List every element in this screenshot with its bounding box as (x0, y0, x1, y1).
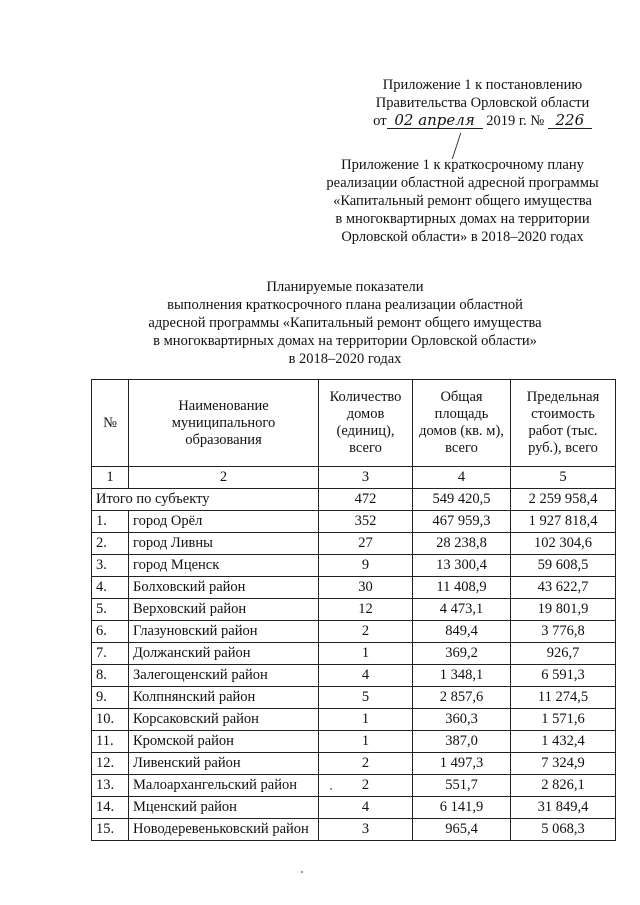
appendix-1-header (340, 76, 625, 130)
table-row (92, 797, 616, 819)
row-municipality: Глазуновский район (129, 621, 319, 643)
table-row (92, 577, 616, 599)
total-houses: 472 (319, 489, 413, 511)
column-number: 5 (511, 467, 616, 489)
appendix-2-header (300, 156, 625, 246)
row-cost: 7 324,9 (511, 753, 616, 775)
row-number: 13. (92, 775, 129, 797)
column-number: 1 (92, 467, 129, 489)
table-row (92, 709, 616, 731)
row-number: 5. (92, 599, 129, 621)
indicators-table (91, 379, 616, 841)
row-houses: 3 (319, 819, 413, 841)
header-municipality: Наименование муниципального образования (129, 380, 319, 467)
row-houses: 30 (319, 577, 413, 599)
row-number: 10. (92, 709, 129, 731)
row-municipality: Корсаковский район (129, 709, 319, 731)
row-cost: 1 432,4 (511, 731, 616, 753)
table-row (92, 753, 616, 775)
column-number: 4 (413, 467, 511, 489)
row-municipality: город Мценск (129, 555, 319, 577)
row-cost: 926,7 (511, 643, 616, 665)
title-line: в 2018–2020 годах (288, 351, 402, 367)
row-area: 369,2 (413, 643, 511, 665)
row-municipality: Болховский район (129, 577, 319, 599)
row-municipality: Залегощенский район (129, 665, 319, 687)
row-houses: 1 (319, 643, 413, 665)
appendix-2-line: реализации областной адресной программы (326, 175, 599, 191)
table-row (92, 533, 616, 555)
header-number: № (92, 380, 129, 467)
title-line: Планируемые показатели (266, 279, 424, 295)
date-prefix: от (373, 113, 387, 129)
row-houses: 4 (319, 797, 413, 819)
title-line: в многоквартирных домах на территории Орловской области» (153, 333, 537, 349)
row-number: 7. (92, 643, 129, 665)
row-area: 1 497,3 (413, 753, 511, 775)
row-number: 1. (92, 511, 129, 533)
row-municipality: Должанский район (129, 643, 319, 665)
header-area: Общая площадь домов (кв. м), всего (413, 380, 511, 467)
row-number: 8. (92, 665, 129, 687)
row-cost: 1 571,6 (511, 709, 616, 731)
column-number: 3 (319, 467, 413, 489)
row-cost: 31 849,4 (511, 797, 616, 819)
row-area: 11 408,9 (413, 577, 511, 599)
row-area: 387,0 (413, 731, 511, 753)
title-line: выполнения краткосрочного плана реализации областной (167, 297, 523, 313)
row-area: 2 857,6 (413, 687, 511, 709)
row-municipality: Верховский район (129, 599, 319, 621)
row-cost: 6 591,3 (511, 665, 616, 687)
table-row (92, 775, 616, 797)
row-municipality: Кромской район (129, 731, 319, 753)
row-cost: 1 927 818,4 (511, 511, 616, 533)
appendix-2-line: Орловской области» в 2018–2020 годах (341, 229, 584, 245)
row-number: 2. (92, 533, 129, 555)
row-area: 467 959,3 (413, 511, 511, 533)
row-area: 551,7 (413, 775, 511, 797)
row-houses: 12 (319, 599, 413, 621)
row-cost: 102 304,6 (511, 533, 616, 555)
row-area: 965,4 (413, 819, 511, 841)
total-cost: 2 259 958,4 (511, 489, 616, 511)
row-number: 3. (92, 555, 129, 577)
row-cost: 19 801,9 (511, 599, 616, 621)
row-municipality: город Орёл (129, 511, 319, 533)
row-cost: 59 608,5 (511, 555, 616, 577)
appendix-1-line-1: Приложение 1 к постановлению (382, 77, 583, 93)
row-municipality: Колпнянский район (129, 687, 319, 709)
header-houses: Количество домов (единиц), всего (319, 380, 413, 467)
row-area: 849,4 (413, 621, 511, 643)
row-area: 4 473,1 (413, 599, 511, 621)
row-number: 4. (92, 577, 129, 599)
scan-speck (301, 871, 303, 873)
row-municipality: Ливенский район (129, 753, 319, 775)
row-number: 11. (92, 731, 129, 753)
row-houses: 2 (319, 775, 413, 797)
appendix-2-line: «Капитальный ремонт общего имущества (333, 193, 592, 209)
row-cost: 5 068,3 (511, 819, 616, 841)
row-area: 360,3 (413, 709, 511, 731)
table-row (92, 819, 616, 841)
row-area: 13 300,4 (413, 555, 511, 577)
row-cost: 43 622,7 (511, 577, 616, 599)
total-area: 549 420,5 (413, 489, 511, 511)
appendix-2-line: Приложение 1 к краткосрочному плану (341, 157, 584, 173)
table-row (92, 511, 616, 533)
total-label: Итого по субъекту (92, 489, 319, 511)
header-cost: Предельная стоимость работ (тыс. руб.), всего (511, 380, 616, 467)
document-title (100, 278, 590, 368)
row-number: 6. (92, 621, 129, 643)
table-row (92, 731, 616, 753)
appendix-2-line: в многоквартирных домах на территории (335, 211, 590, 227)
row-area: 6 141,9 (413, 797, 511, 819)
row-houses: 2 (319, 753, 413, 775)
row-houses: 27 (319, 533, 413, 555)
row-municipality: город Ливны (129, 533, 319, 555)
row-houses: 2 (319, 621, 413, 643)
row-houses: 1 (319, 731, 413, 753)
row-houses: 352 (319, 511, 413, 533)
handwritten-number: 226 (548, 113, 592, 129)
handwritten-date: 02 апреля (387, 113, 483, 129)
row-number: 15. (92, 819, 129, 841)
table-row (92, 621, 616, 643)
row-houses: 4 (319, 665, 413, 687)
row-number: 12. (92, 753, 129, 775)
column-numbers-row (92, 467, 616, 489)
appendix-1-date-line (340, 112, 625, 130)
row-cost: 2 826,1 (511, 775, 616, 797)
row-houses: 5 (319, 687, 413, 709)
row-houses: 1 (319, 709, 413, 731)
row-houses: 9 (319, 555, 413, 577)
row-cost: 3 776,8 (511, 621, 616, 643)
table-row (92, 643, 616, 665)
row-municipality: Малоархангельский район (129, 775, 319, 797)
row-cost: 11 274,5 (511, 687, 616, 709)
scan-speck (330, 788, 332, 790)
table-header-row (92, 380, 616, 467)
row-area: 1 348,1 (413, 665, 511, 687)
table-row (92, 599, 616, 621)
year-and-number-label: 2019 г. № (486, 113, 545, 129)
row-number: 14. (92, 797, 129, 819)
table-row (92, 665, 616, 687)
row-municipality: Мценский район (129, 797, 319, 819)
appendix-1-line-2: Правительства Орловской области (375, 95, 590, 111)
row-area: 28 238,8 (413, 533, 511, 555)
table-row (92, 555, 616, 577)
total-row (92, 489, 616, 511)
row-municipality: Новодеревеньковский район (129, 819, 319, 841)
row-number: 9. (92, 687, 129, 709)
column-number: 2 (129, 467, 319, 489)
table-row (92, 687, 616, 709)
title-line: адресной программы «Капитальный ремонт общего имущества (148, 315, 542, 331)
